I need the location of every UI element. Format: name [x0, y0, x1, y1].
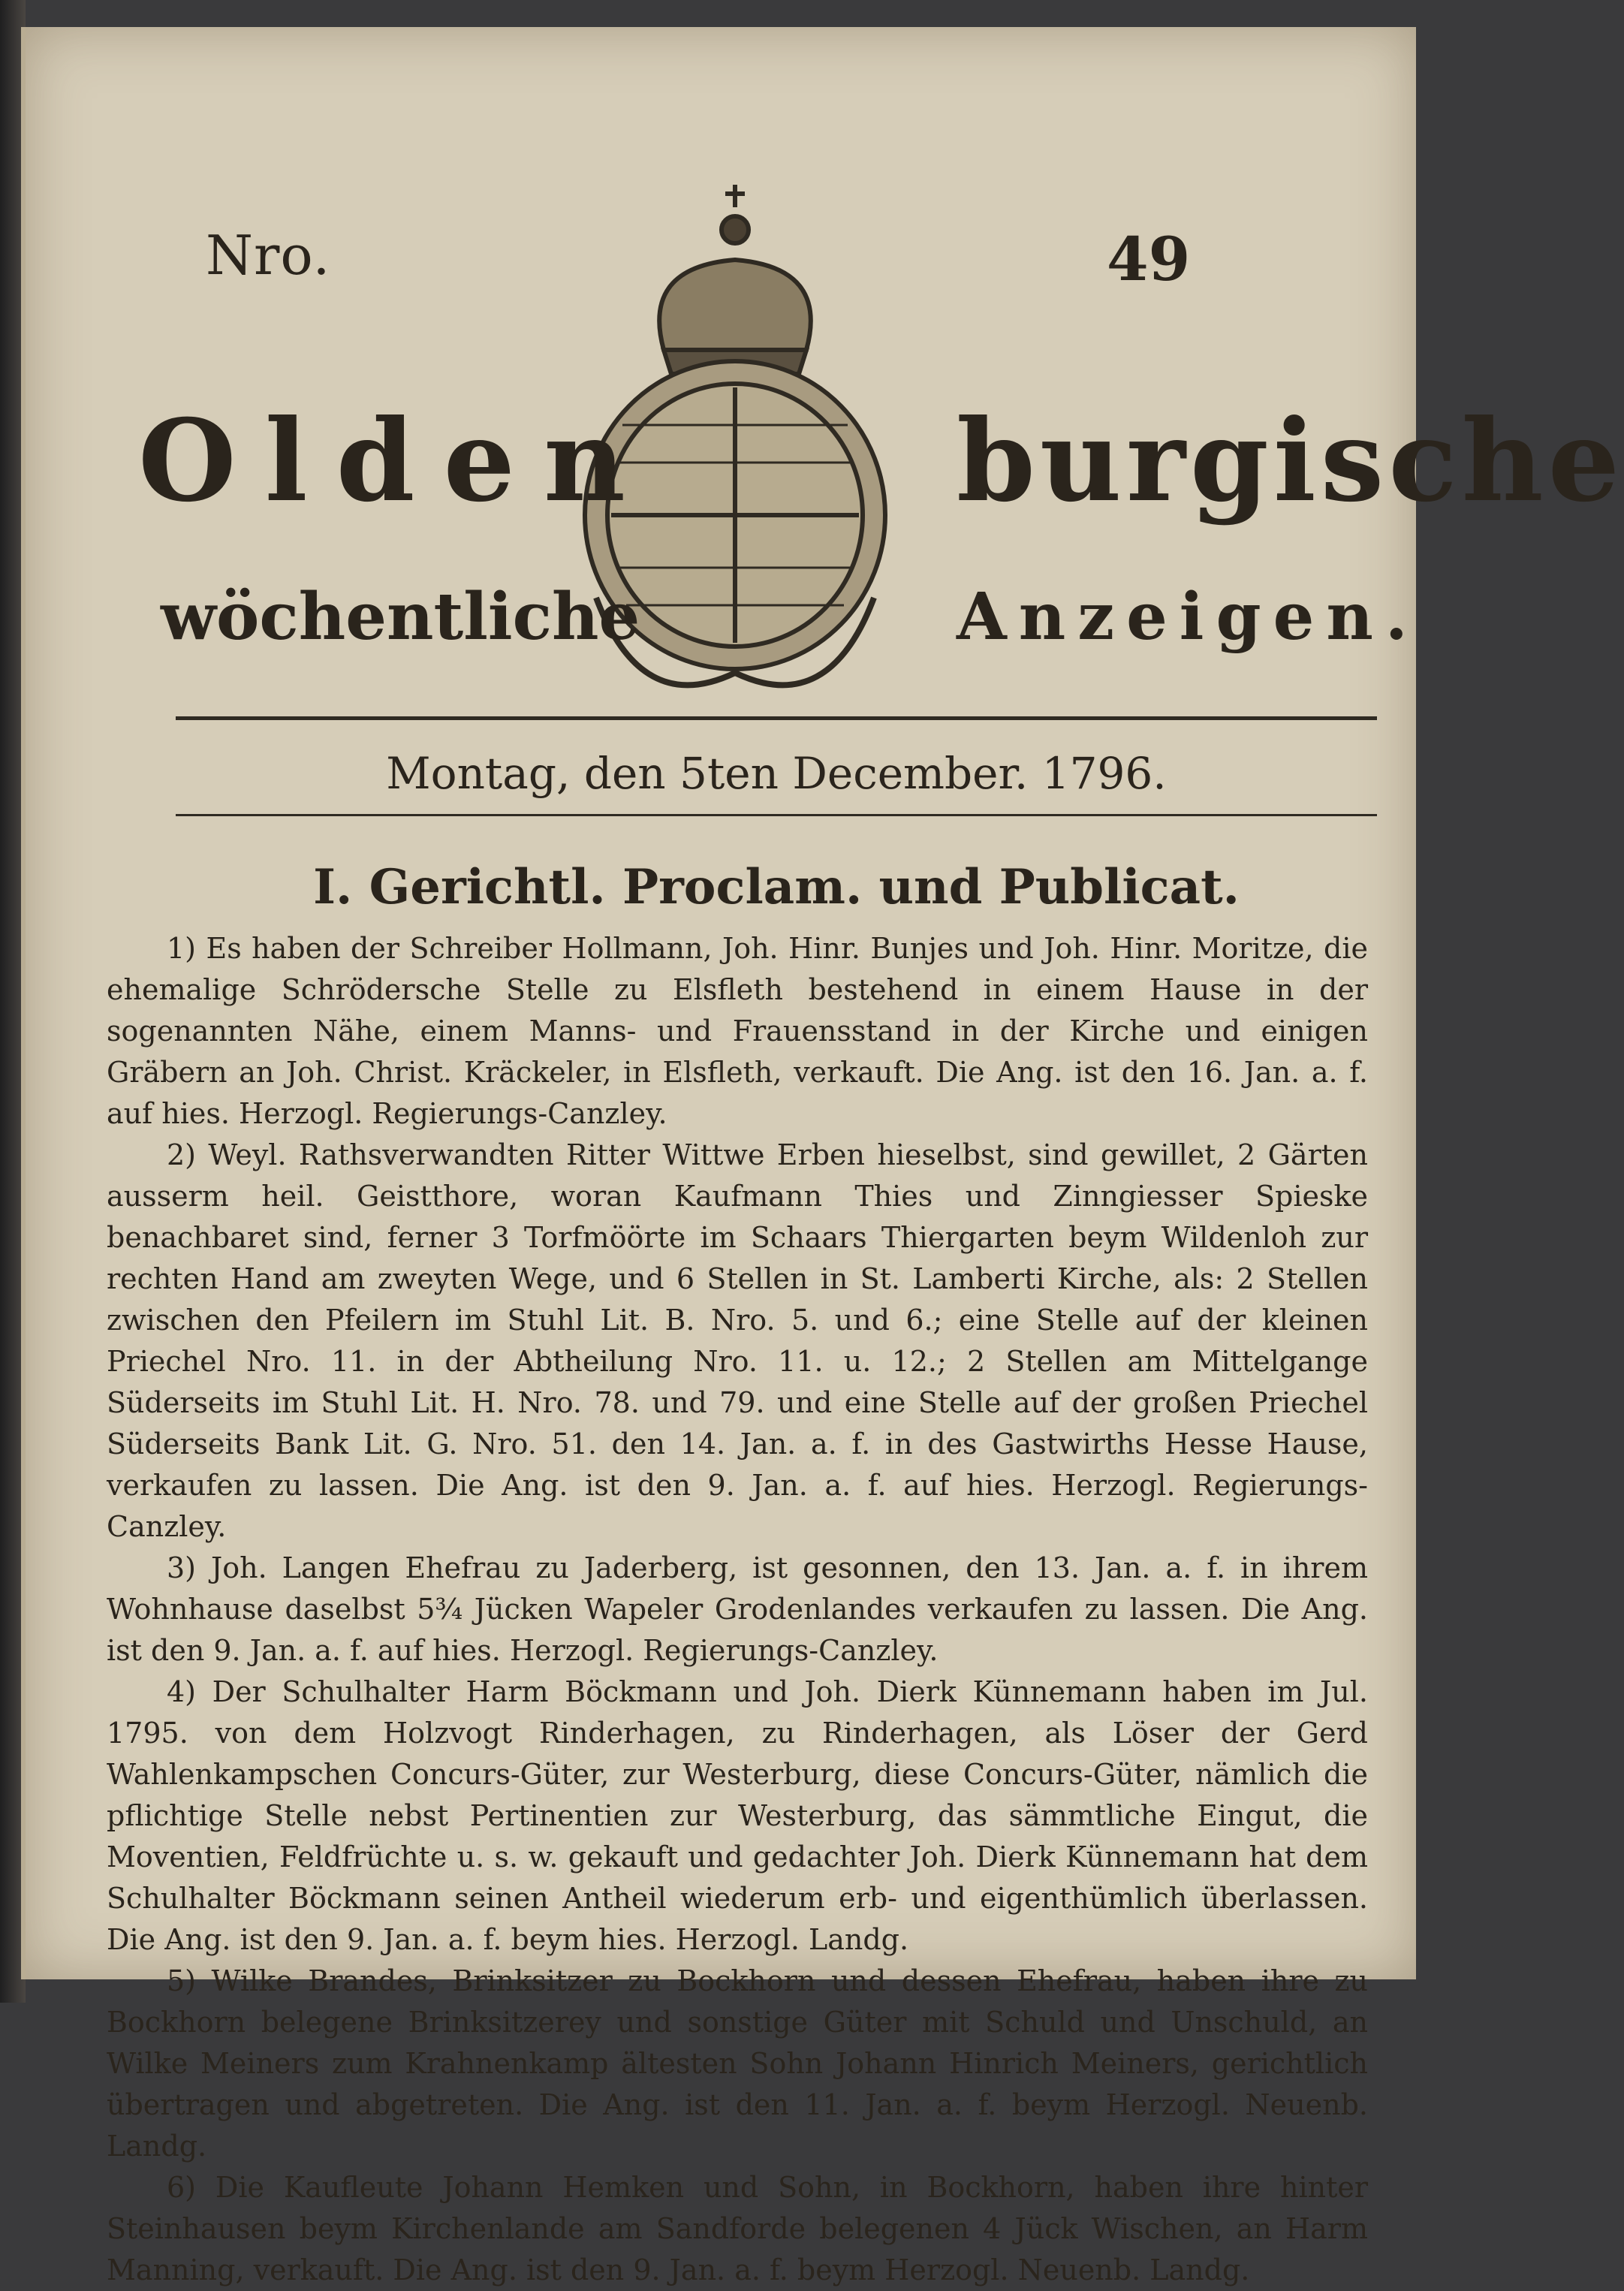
notice-paragraph: 4) Der Schulhalter Harm Böckmann und Joh. Dierk Künnemann haben im Jul. 1795. von dem Holzvogt Rinderhagen, zu Rinderhagen, als Löser der Gerd Wahlenkampschen Concurs-Güter, zur Westerburg, diese Concurs-Güter, nämlich die pflichtige Stelle nebst Pertinentien zur Westerburg, das sämmtliche Eingut, die Moventien, Feldfrüchte u. s. w. gekauft und gedachter Joh. Dierk Künnemann hat dem Schulhalter Böckmann seinen Antheil wiederum erb- und eigenthümlich überlassen. Die Ang. ist den 9. Jan. a. f. beym hies. Herzogl. Landg.	[107, 1675, 1368, 1956]
notice-paragraph: 2) Weyl. Rathsverwandten Ritter Wittwe Erben hieselbst, sind gewillet, 2 Gärten ausserm heil. Geistthore, woran Kaufmann Thies und Zinngiesser Spieske benachbaret sind, ferner 3 Torfmöörte im Schaars Thiergarten beym Wildenloh zur rechten Hand am zweyten Wege, und 6 Stellen in St. Lamberti Kirche, als: 2 Stellen zwischen den Pfeilern im Stuhl Lit. B. Nro. 5. und 6.; eine Stelle auf der kleinen Priechel Nro. 11. in der Abtheilung Nro. 11. u. 12.; 2 Stellen am Mittelgange Süderseits im Stuhl Lit. H. Nro. 78. und 79. und eine Stelle auf der großen Priechel Süderseits Bank Lit. G. Nro. 51. den 14. Jan. a. f. in des Gastwirths Hesse Hause, verkaufen zu lassen. Die Ang. ist den 9. Jan. a. f. auf hies. Herzogl. Regierungs-Canzley.	[107, 1138, 1368, 1543]
top-rule	[176, 716, 1377, 720]
newspaper-page	[21, 27, 1624, 2286]
notice-paragraph: 1) Es haben der Schreiber Hollmann, Joh. Hinr. Bunjes und Joh. Hinr. Moritze, die ehemalige Schrödersche Stelle zu Elsfleth bestehend in einem Hause in der sogenannten Nähe, einem Manns- und Frauensstand in der Kirche und einigen Gräbern an Joh. Christ. Kräckeler, in Elsfleth, verkauft. Die Ang. ist den 16. Jan. a. f. auf hies. Herzogl. Regierungs-Canzley.	[107, 932, 1368, 1130]
masthead-title-right: burgische	[957, 395, 1624, 527]
article-body	[107, 928, 1368, 2291]
section-heading: I. Gerichtl. Proclam. und Publicat.	[313, 859, 1240, 915]
notice-paragraph: 6) Die Kaufleute Johann Hemken und Sohn, in Bockhorn, haben ihre hinter Steinhausen beym Kirchenlande am Sandforde belegenen 4 Jück Wischen, an Harm Manning, verkauft. Die Ang. ist den 9. Jan. a. f. beym Herzogl. Neuenb. Landg.	[107, 2171, 1368, 2286]
issue-label: Nro.	[206, 224, 331, 287]
notice-paragraph: 3) Joh. Langen Ehefrau zu Jaderberg, ist gesonnen, den 13. Jan. a. f. in ihrem Wohnhause daselbst 5¾ Jücken Wapeler Grodenlandes verkaufen zu lassen. Die Ang. ist den 9. Jan. a. f. auf hies. Herzogl. Regierungs-Canzley.	[107, 1551, 1368, 1667]
issue-number: 49	[1107, 224, 1191, 294]
masthead-subtitle-left: wöchentliche	[161, 579, 640, 655]
bottom-rule	[176, 814, 1377, 816]
notice-paragraph: 5) Wilke Brandes, Brinksitzer zu Bockhorn und dessen Ehefrau, haben ihre zu Bockhorn belegene Brinksitzerey und sonstige Güter mit Schuld und Unschuld, an Wilke Meiners zum Krahnenkamp ältesten Sohn Johann Hinrich Meiners, gerichtlich übertragen und abgetreten. Die Ang. ist den 11. Jan. a. f. beym Herzogl. Neuenb. Landg.	[107, 1964, 1368, 2163]
masthead-subtitle-right: Anzeigen.	[957, 579, 1420, 655]
masthead-title-left: Olden	[138, 395, 655, 527]
issue-date: Montag, den 5ten December. 1796.	[386, 748, 1167, 799]
